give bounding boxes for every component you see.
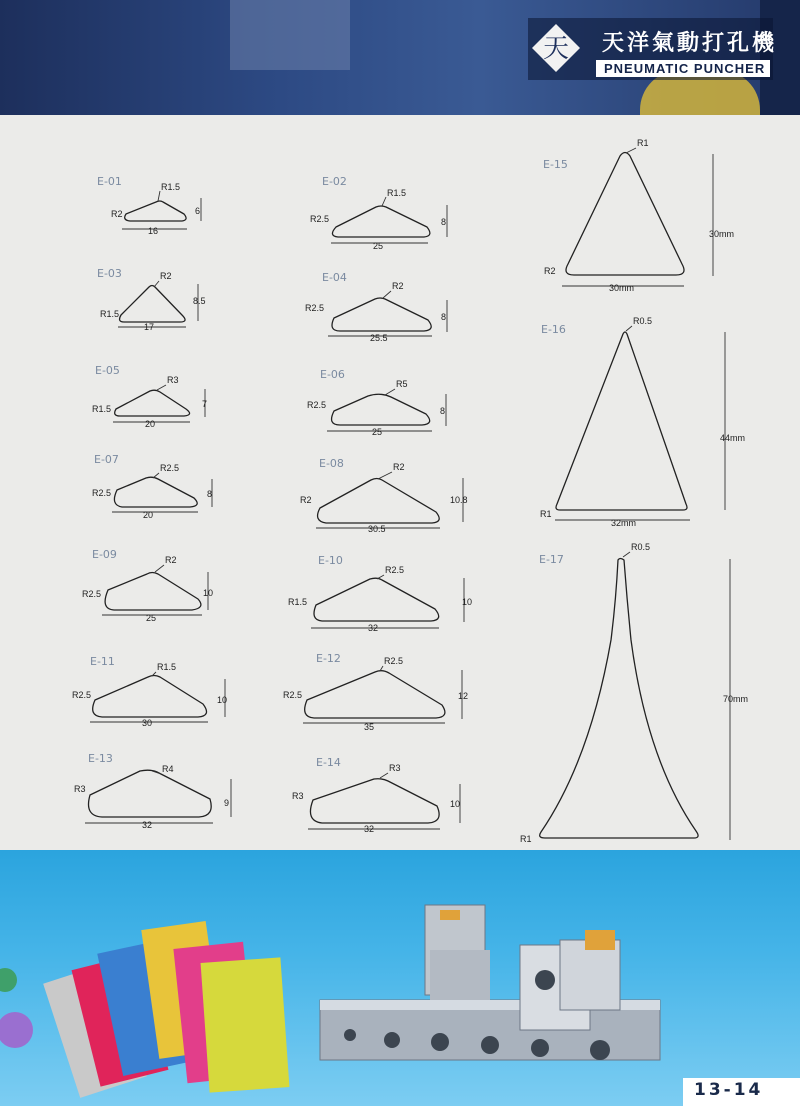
leader-line <box>385 389 395 395</box>
height-label: 8.5 <box>193 296 206 306</box>
height-label: 8 <box>441 217 447 227</box>
height-label: 10 <box>203 588 214 598</box>
radius-side-label: R1.5 <box>100 309 120 319</box>
drawing-e07 <box>92 453 212 520</box>
height-label: 70mm <box>723 694 749 704</box>
drawing-e10 <box>288 554 472 633</box>
drawing-e08 <box>300 457 468 534</box>
width-label: 17 <box>144 322 155 332</box>
punch-outline <box>318 479 440 524</box>
drawing-code: E-15 <box>543 158 568 171</box>
width-label: 25.5 <box>370 333 388 343</box>
drawing-e14 <box>292 756 460 834</box>
drawing-code: E-16 <box>541 323 566 336</box>
drawing-code: E-17 <box>539 553 564 566</box>
radius-top-label: R2.5 <box>160 463 180 473</box>
drawing-code: E-07 <box>94 453 119 466</box>
drawing-code: E-08 <box>319 457 344 470</box>
height-label: 6 <box>195 206 201 216</box>
pneumatic-puncher-machine-image <box>320 905 660 1060</box>
drawing-e02 <box>310 175 447 251</box>
drawing-e03 <box>97 267 206 332</box>
punch-outline <box>93 676 207 718</box>
radius-side-label: R2 <box>300 495 312 505</box>
width-label: 30 <box>142 718 153 728</box>
drawing-code: E-09 <box>92 548 117 561</box>
radius-side-label: R2.5 <box>307 400 327 410</box>
drawing-code: E-05 <box>95 364 120 377</box>
width-label: 30mm <box>609 283 635 293</box>
radius-top-label: R0.5 <box>633 316 653 326</box>
width-label: 32 <box>142 820 153 830</box>
drawing-code: E-12 <box>316 652 341 665</box>
drawing-code: E-04 <box>322 271 347 284</box>
radius-top-label: R3 <box>389 763 401 773</box>
drawing-code: E-01 <box>97 175 122 188</box>
drawing-e06 <box>307 368 446 437</box>
drawing-e05 <box>92 364 207 429</box>
radius-side-label: R3 <box>74 784 86 794</box>
drawing-e12 <box>283 652 468 732</box>
radius-top-label: R5 <box>396 379 408 389</box>
width-label: 32 <box>368 623 379 633</box>
punch-outline <box>105 573 201 611</box>
punch-outline <box>114 477 197 507</box>
drawing-e13 <box>74 752 231 830</box>
drawing-e15 <box>543 138 734 293</box>
radius-side-label: R2.5 <box>82 589 102 599</box>
drawing-e09 <box>82 548 213 623</box>
height-label: 44mm <box>720 433 746 443</box>
height-label: 30mm <box>709 229 735 239</box>
height-label: 10.8 <box>450 495 468 505</box>
drawing-code: E-11 <box>90 655 115 668</box>
radius-side-label: R2.5 <box>92 488 112 498</box>
page-number: 13-14 <box>694 1080 764 1100</box>
drawing-code: E-03 <box>97 267 122 280</box>
drawing-e17 <box>520 542 748 859</box>
leader-line <box>383 291 391 298</box>
leader-line <box>154 281 159 287</box>
drawing-e11 <box>72 655 227 728</box>
leader-line <box>623 552 630 557</box>
punch-outline <box>332 206 429 237</box>
width-label: 35 <box>364 722 375 732</box>
width-label: 25 <box>146 613 157 623</box>
radius-top-label: R2 <box>160 271 172 281</box>
leader-line <box>626 148 636 153</box>
radius-top-label: R1.5 <box>161 182 181 192</box>
radius-top-label: R1.5 <box>157 662 177 672</box>
radius-side-label: R2 <box>544 266 556 276</box>
width-label: 16 <box>148 226 159 236</box>
height-label: 10 <box>450 799 461 809</box>
drawing-code: E-10 <box>318 554 343 567</box>
radius-side-label: R1 <box>520 834 532 844</box>
leader-line <box>155 565 164 572</box>
height-label: 10 <box>462 597 473 607</box>
punch-outline <box>566 153 684 276</box>
leader-line <box>382 197 386 206</box>
height-label: 7 <box>202 399 208 409</box>
width-label: 30.5 <box>368 524 386 534</box>
drawing-e16 <box>540 316 745 528</box>
punch-outline <box>310 779 439 823</box>
radius-side-label: R3 <box>292 791 304 801</box>
width-label: 25 <box>372 427 383 437</box>
drawing-code: E-02 <box>322 175 347 188</box>
radius-side-label: R2.5 <box>283 690 303 700</box>
punch-outline <box>332 394 430 425</box>
radius-top-label: R0.5 <box>631 542 651 552</box>
packaging-bags-image <box>0 921 289 1098</box>
height-label: 10 <box>217 695 228 705</box>
leader-line <box>158 191 160 201</box>
punch-outline <box>115 390 190 416</box>
radius-top-label: R2 <box>165 555 177 565</box>
leader-line <box>626 326 632 331</box>
width-label: 20 <box>145 419 156 429</box>
punch-outline <box>540 559 698 839</box>
radius-side-label: R1.5 <box>92 404 112 414</box>
radius-side-label: R1.5 <box>288 597 308 607</box>
width-label: 32 <box>364 824 375 834</box>
radius-top-label: R2.5 <box>384 656 404 666</box>
punch-outline <box>89 770 212 817</box>
leader-line <box>380 773 388 778</box>
radius-top-label: R1 <box>637 138 649 148</box>
drawing-e01 <box>97 175 201 236</box>
radius-top-label: R4 <box>162 764 174 774</box>
height-label: 8 <box>207 489 213 499</box>
punch-outline <box>125 201 186 221</box>
punch-outline <box>314 578 439 621</box>
leader-line <box>153 473 159 478</box>
height-label: 12 <box>458 691 469 701</box>
drawing-code: E-06 <box>320 368 345 381</box>
brand-name-en: PNEUMATIC PUNCHER <box>604 61 766 76</box>
punch-outline <box>332 298 431 331</box>
width-label: 20 <box>143 510 154 520</box>
height-label: 8 <box>441 312 447 322</box>
radius-top-label: R2 <box>393 462 405 472</box>
brand-name-cn: 天洋氣動打孔機 <box>602 30 778 56</box>
height-label: 9 <box>224 798 230 808</box>
radius-side-label: R2.5 <box>72 690 92 700</box>
brand-logo-glyph: 天 <box>542 34 570 64</box>
leader-line <box>157 385 166 390</box>
punch-outline <box>120 286 186 323</box>
drawing-e04 <box>305 271 447 343</box>
drawing-code: E-13 <box>88 752 113 765</box>
radius-top-label: R2 <box>392 281 404 291</box>
radius-side-label: R1 <box>540 509 552 519</box>
punch-outline <box>305 671 445 718</box>
drawing-code: E-14 <box>316 756 341 769</box>
radius-top-label: R2.5 <box>385 565 405 575</box>
leader-line <box>377 575 384 579</box>
radius-side-label: R2.5 <box>310 214 330 224</box>
punch-outline <box>556 332 687 510</box>
height-label: 8 <box>440 406 446 416</box>
radius-side-label: R2.5 <box>305 303 325 313</box>
leader-line <box>378 472 392 479</box>
radius-top-label: R3 <box>167 375 179 385</box>
width-label: 32mm <box>611 518 637 528</box>
width-label: 25 <box>373 241 384 251</box>
radius-side-label: R2 <box>111 209 123 219</box>
radius-top-label: R1.5 <box>387 188 407 198</box>
footer-product-photo <box>0 850 800 1106</box>
